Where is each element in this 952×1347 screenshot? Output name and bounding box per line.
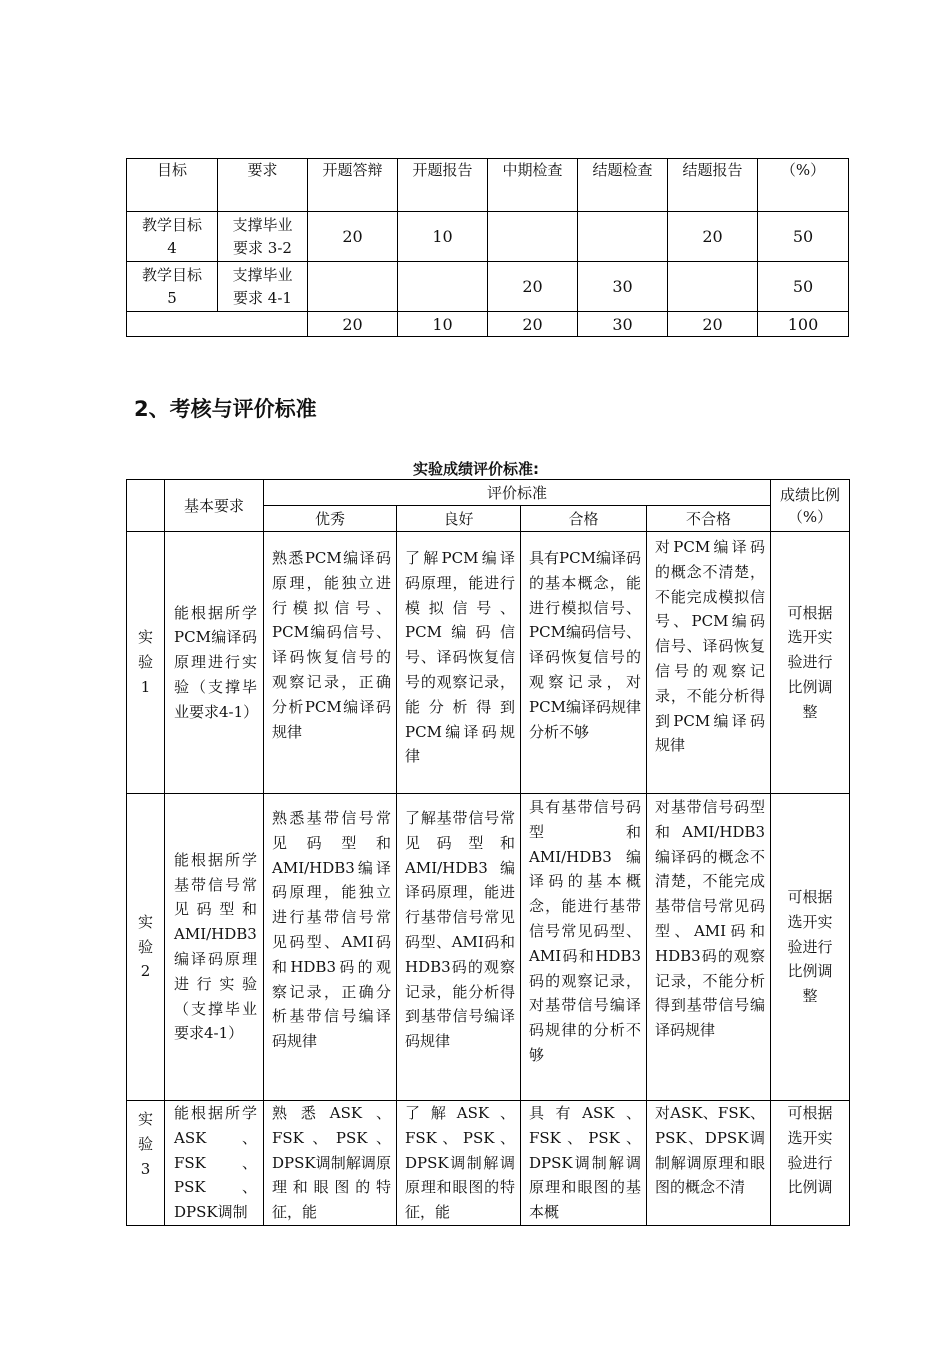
table-row xyxy=(127,212,849,262)
total-row xyxy=(127,312,849,337)
excellent-cell: 熟悉基带信号常见码型和AMI/HDB3编译码原理，能独立进行基带信号常见码型、AMI码和HDB3码的观察记录，正确分析基带信号编译码规律 xyxy=(264,794,397,1101)
score-cell: 20 xyxy=(488,262,578,312)
fail-cell: 对基带信号码型和AMI/HDB3编译码的概念不清楚，不能完成基带信号常见码型、AMI码和HDB3码的观察记录，不能分析得到基带信号编译码规律 xyxy=(647,794,771,1101)
score-cell xyxy=(668,262,758,312)
grading-criteria-table xyxy=(126,479,850,1226)
good-cell: 了解PCM编译码原理，能进行模拟信号、PCM编码信号、译码恢复信号的观察记录，能分析得到PCM编译码规律 xyxy=(397,532,521,794)
pass-cell: 具有PCM编译码的基本概念，能进行模拟信号、PCM编码信号、译码恢复信号的观察记录，对PCM编译码规律分析不够 xyxy=(521,532,647,794)
basic-requirement-cell: 能根据所学ASK、FSK、PSK、DPSK调制 xyxy=(165,1101,264,1226)
basic-requirement-cell: 能根据所学PCM编译码原理进行实验（支撑毕业要求4-1） xyxy=(165,532,264,794)
ratio-cell: 可根据选开实验进行比例调 xyxy=(771,1101,850,1226)
table-row xyxy=(127,1101,850,1226)
total-cell: 20 xyxy=(308,312,398,337)
table-row xyxy=(127,532,850,794)
fail-cell: 对ASK、FSK、PSK、DPSK调制解调原理和眼图的概念不清 xyxy=(647,1101,771,1226)
header-midterm-check: 中期检查 xyxy=(488,159,578,212)
experiment-label: 实验3 xyxy=(127,1101,165,1226)
basic-requirement-cell: 能根据所学基带信号常见码型和AMI/HDB3编译码原理进行实验（支撑毕业要求4-1） xyxy=(165,794,264,1101)
score-cell: 20 xyxy=(668,212,758,262)
table-row xyxy=(127,794,850,1101)
ratio-cell: 可根据选开实验进行比例调整 xyxy=(771,532,850,794)
total-label-cell xyxy=(127,312,308,337)
ratio-cell: 可根据选开实验进行比例调整 xyxy=(771,794,850,1101)
score-cell xyxy=(398,262,488,312)
table-row xyxy=(127,262,849,312)
header-blank xyxy=(127,480,165,532)
header-fail: 不合格 xyxy=(647,506,771,532)
total-cell: 30 xyxy=(578,312,668,337)
excellent-cell: 熟悉ASK、FSK、PSK、DPSK调制解调原理和眼图的特征，能 xyxy=(264,1101,397,1226)
score-cell xyxy=(308,262,398,312)
header-final-check: 结题检查 xyxy=(578,159,668,212)
fail-cell: 对PCM编译码的概念不清楚，不能完成模拟信号、PCM编码信号、译码恢复信号的观察记录，不能分析得到PCM编译码规律 xyxy=(647,532,771,794)
total-cell: 10 xyxy=(398,312,488,337)
experiment-label: 实验1 xyxy=(127,532,165,794)
experiment-label: 实验2 xyxy=(127,794,165,1101)
requirement-cell: 支撑毕业要求 3-2 xyxy=(218,212,308,262)
header-criteria: 评价标准 xyxy=(264,480,771,506)
total-cell: 20 xyxy=(488,312,578,337)
header-ratio: 成绩比例（%） xyxy=(771,480,850,532)
score-cell xyxy=(578,212,668,262)
requirement-cell: 支撑毕业要求 4-1 xyxy=(218,262,308,312)
header-opening-defense: 开题答辩 xyxy=(308,159,398,212)
score-cell xyxy=(488,212,578,262)
score-cell: 30 xyxy=(578,262,668,312)
goal-cell: 教学目标 4 xyxy=(127,212,218,262)
header-opening-report: 开题报告 xyxy=(398,159,488,212)
header-percent: （%） xyxy=(758,159,849,212)
header-excellent: 优秀 xyxy=(264,506,397,532)
percent-cell: 50 xyxy=(758,212,849,262)
percent-cell: 50 xyxy=(758,262,849,312)
pass-cell: 具有ASK、FSK、PSK、DPSK调制解调原理和眼图的基本概 xyxy=(521,1101,647,1226)
score-cell: 20 xyxy=(308,212,398,262)
header-requirement: 要求 xyxy=(218,159,308,212)
header-good: 良好 xyxy=(397,506,521,532)
score-cell: 10 xyxy=(398,212,488,262)
header-goal: 目标 xyxy=(127,159,218,212)
table-caption: 实验成绩评价标准: xyxy=(413,460,539,478)
header-pass: 合格 xyxy=(521,506,647,532)
total-cell: 20 xyxy=(668,312,758,337)
section-title: 2、考核与评价标准 xyxy=(134,397,317,421)
good-cell: 了解基带信号常见码型和AMI/HDB3编译码原理，能进行基带信号常见码型、AMI码和HDB3码的观察记录，能分析得到基带信号编译码规律 xyxy=(397,794,521,1101)
goal-cell: 教学目标 5 xyxy=(127,262,218,312)
weight-table xyxy=(126,158,849,337)
total-cell: 100 xyxy=(758,312,849,337)
excellent-cell: 熟悉PCM编译码原理，能独立进行模拟信号、PCM编码信号、译码恢复信号的观察记录，正确分析PCM编译码规律 xyxy=(264,532,397,794)
pass-cell: 具有基带信号码型和AMI/HDB3编译码的基本概念，能进行基带信号常见码型、AMI码和HDB3码的观察记录，对基带信号编译码规律的分析不够 xyxy=(521,794,647,1101)
header-basic-requirement: 基本要求 xyxy=(165,480,264,532)
good-cell: 了解ASK、FSK、PSK、DPSK调制解调原理和眼图的特征，能 xyxy=(397,1101,521,1226)
header-final-report: 结题报告 xyxy=(668,159,758,212)
